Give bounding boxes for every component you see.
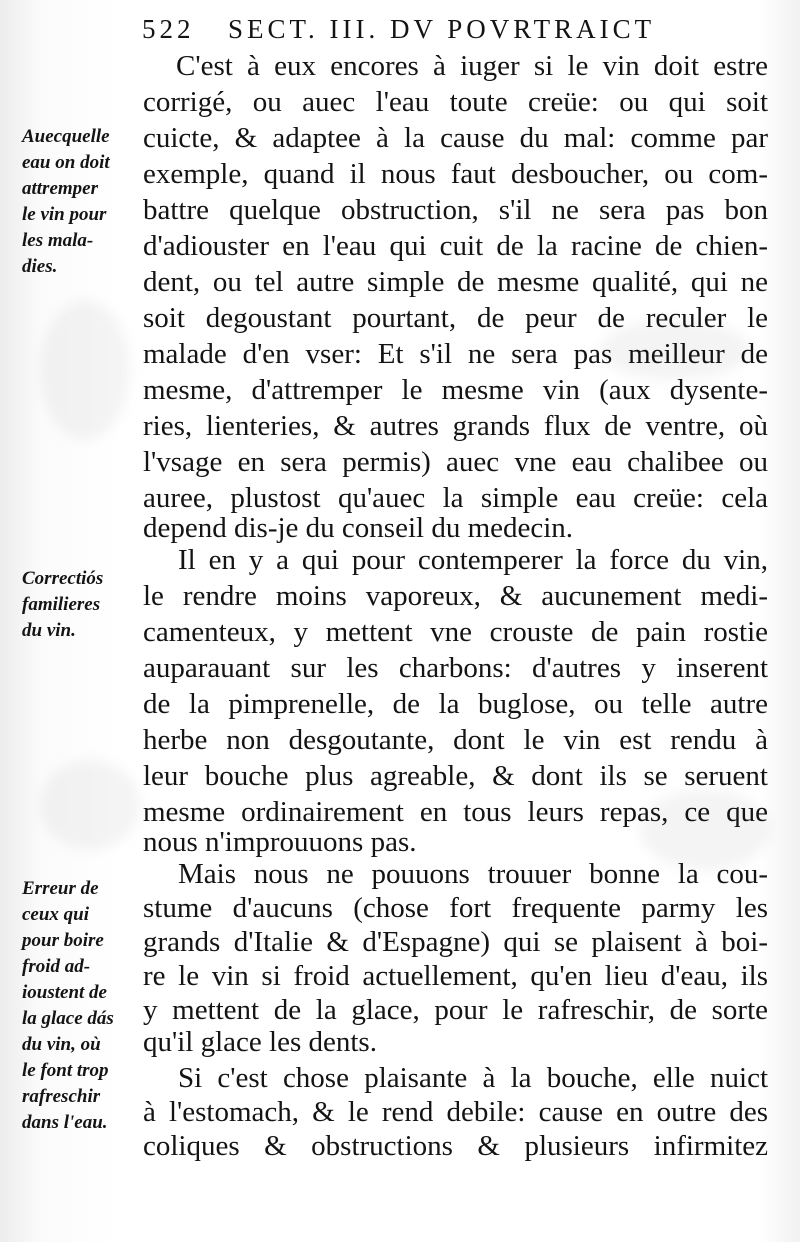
running-header	[142, 14, 782, 48]
body-line: Si c'est chose plaisante à la bouche, elle nuict	[178, 1062, 768, 1094]
body-line: leur bouche plus agreable, & dont ils se seruent	[143, 760, 768, 792]
body-line: auparauant sur les charbons: d'autres y inserent	[143, 652, 768, 684]
body-line: mesme, d'attremper le mesme vin (aux dysente-	[143, 374, 768, 406]
margin-note-line: dies.	[22, 256, 58, 277]
body-line: y mettent de la glace, pour le rafreschir, de sorte	[143, 994, 768, 1026]
show-through-smudge	[40, 300, 130, 440]
margin-note-line: le font trop	[22, 1060, 109, 1081]
body-line: coliques & obstructions & plusieurs infirmitez	[143, 1130, 768, 1162]
body-line: ries, lienteries, & autres grands flux de ventre, où	[143, 410, 768, 442]
body-line: battre quelque obstruction, s'il ne sera pas bon	[143, 194, 768, 226]
margin-note-line: le vin pour	[22, 204, 107, 225]
body-line: de la pimprenelle, de la buglose, ou telle autre	[143, 688, 768, 720]
body-line: Il en y a qui pour contemperer la force du vin,	[178, 544, 768, 576]
show-through-smudge	[40, 760, 140, 850]
body-line: camenteux, y mettent vne crouste de pain rostie	[143, 616, 768, 648]
body-line: grands d'Italie & d'Espagne) qui se plaisent à boi-	[143, 926, 768, 958]
body-line: nous n'improuuons pas.	[143, 826, 417, 858]
body-line: l'vsage en sera permis) auec vne eau chalibee ou	[143, 446, 768, 478]
page-number: 522	[142, 14, 195, 44]
body-line: le rendre moins vaporeux, & aucunement medi-	[143, 580, 768, 612]
margin-note-line: Correctiós	[22, 568, 104, 589]
margin-note-line: la glace dás	[22, 1008, 114, 1029]
body-line: exemple, quand il nous faut desboucher, ou com-	[143, 158, 768, 190]
margin-note-line: les mala-	[22, 230, 94, 251]
body-line: Mais nous ne pouuons trouuer bonne la cou-	[178, 858, 768, 890]
margin-note-line: eau on doit	[22, 152, 110, 173]
margin-note-line: Auecquelle	[22, 126, 110, 147]
margin-note-line: pour boire	[22, 930, 104, 951]
margin-note-line: Erreur de	[22, 878, 99, 899]
body-line: C'est à eux encores à iuger si le vin doit estre	[176, 50, 768, 82]
margin-note-line: froid ad-	[22, 956, 91, 977]
body-line: à l'estomach, & le rend debile: cause en outre des	[143, 1096, 768, 1128]
body-line: stume d'aucuns (chose fort frequente parmy les	[143, 892, 768, 924]
margin-note-line: familieres	[22, 594, 101, 615]
body-line: re le vin si froid actuellement, qu'en lieu d'eau, ils	[143, 960, 768, 992]
running-title: SECT. III. DV POVRTRAICT	[228, 14, 656, 44]
body-line: dent, ou tel autre simple de mesme qualité, qui ne	[143, 266, 768, 298]
margin-note-line: ceux qui	[22, 904, 90, 925]
margin-note-line: du vin.	[22, 620, 76, 641]
body-line: d'adiouster en l'eau qui cuit de la racine de chien-	[143, 230, 768, 262]
margin-note-line: du vin, où	[22, 1034, 101, 1055]
margin-note-line: dans l'eau.	[22, 1112, 108, 1133]
margin-note-line: attremper	[22, 178, 98, 199]
body-line: cuicte, & adaptee à la cause du mal: comme par	[143, 122, 768, 154]
margin-note-line: rafreschir	[22, 1086, 101, 1107]
margin-note-line: ioustent de	[22, 982, 107, 1003]
body-line: qu'il glace les dents.	[143, 1026, 377, 1058]
body-line: malade d'en vser: Et s'il ne sera pas meilleur de	[143, 338, 768, 370]
body-line: depend dis-je du conseil du medecin.	[143, 512, 574, 544]
body-line: herbe non desgoutante, dont le vin est rendu à	[143, 724, 768, 756]
body-line: auree, plustost qu'auec la simple eau creüe: cela	[143, 482, 768, 514]
body-line: soit degoustant pourtant, de peur de reculer le	[143, 302, 768, 334]
body-line: corrigé, ou auec l'eau toute creüe: ou qui soit	[143, 86, 768, 118]
body-line: mesme ordinairement en tous leurs repas, ce que	[143, 796, 768, 828]
